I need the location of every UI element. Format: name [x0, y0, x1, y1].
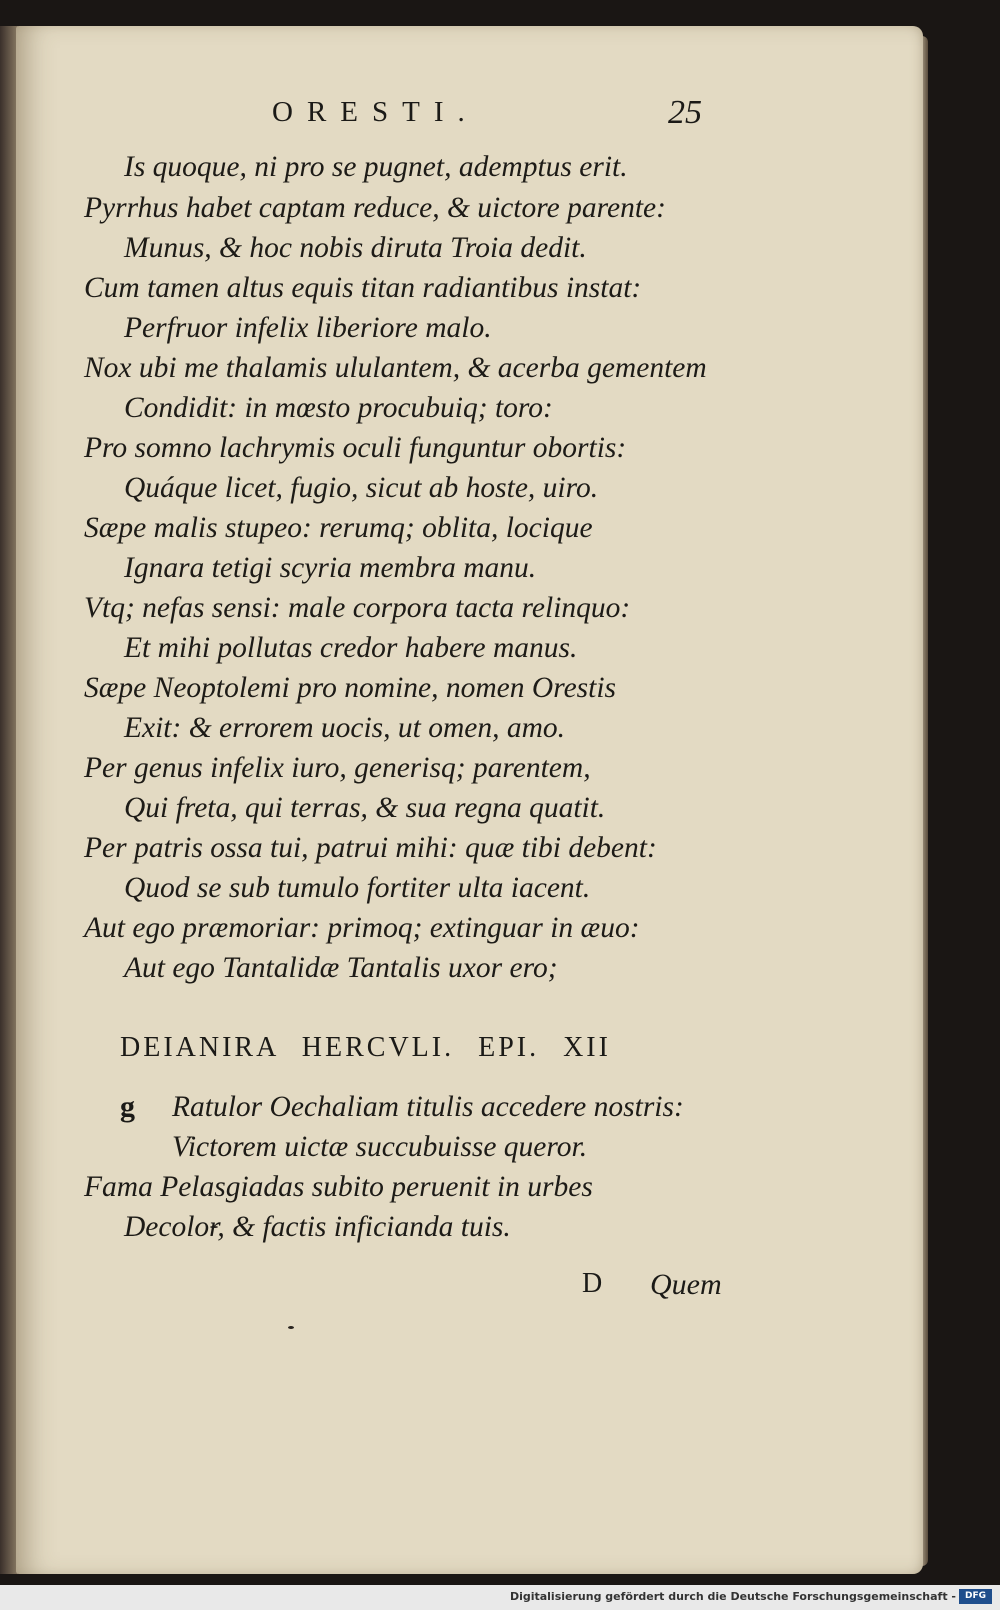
verse-line: Fama Pelasgiadas subito peruenit in urbes — [84, 1171, 593, 1203]
verse-line: Perfruor infelix liberiore malo. — [124, 312, 492, 344]
verse-line: Pyrrhus habet captam reduce, & uictore parente: — [84, 192, 666, 224]
verse-line: Sæpe Neoptolemi pro nomine, nomen Orestis — [84, 672, 617, 704]
page-number: 25 — [668, 94, 702, 131]
verse-line: Munus, & hoc nobis diruta Troia dedit. — [124, 232, 587, 264]
verse-line: Cum tamen altus equis titan radiantibus instat: — [84, 272, 642, 304]
verse-line: Aut ego præmoriar: primoq; extinguar in æuo: — [84, 912, 640, 944]
verse-line: Per patris ossa tui, patrui mihi: quæ tibi debent: — [84, 832, 657, 864]
verse-line: Per genus infelix iuro, generisq; parentem, — [84, 752, 591, 784]
verse-line: Qui freta, qui terras, & sua regna quatit. — [124, 792, 606, 824]
verse-line: Decolor, & factis inficianda tuis. — [124, 1211, 511, 1243]
verse-line: Ignara tetigi scyria membra manu. — [124, 552, 537, 584]
verse-line: Quod se sub tumulo fortiter ulta iacent. — [124, 872, 591, 904]
verse-line: Exit: & errorem uocis, ut omen, amo. — [124, 712, 566, 744]
verse-line: Pro somno lachrymis oculi funguntur obortis: — [84, 432, 627, 464]
initial-letter: g — [120, 1090, 135, 1123]
signature-mark: D — [582, 1268, 603, 1299]
verse-line: Victorem uictæ succubuisse queror. — [172, 1131, 588, 1163]
verse-line: Nox ubi me thalamis ululantem, & acerba gementem — [84, 352, 707, 384]
verse-line: Ratulor Oechaliam titulis accedere nostris: — [172, 1091, 684, 1123]
dfg-logo: DFG — [959, 1589, 992, 1604]
verse-line: Is quoque, ni pro se pugnet, ademptus erit. — [124, 151, 628, 183]
digitization-credit: Digitalisierung gefördert durch die Deutsche Forschungsgemeinschaft - — [509, 1590, 956, 1603]
catchword: Quem — [650, 1268, 722, 1301]
section-heading: DEIANIRA HERCVLI. EPI. XII — [120, 1032, 611, 1063]
verse-line: Quáque licet, fugio, sicut ab hoste, uiro. — [124, 472, 599, 504]
verse-line: Condidit: in mœsto procubuiq; toro: — [124, 392, 553, 424]
verse-line: Et mihi pollutas credor habere manus. — [124, 632, 578, 664]
ink-speck — [288, 1326, 294, 1329]
verse-line: Sæpe malis stupeo: rerumq; oblita, locique — [84, 512, 593, 544]
verse-line: Vtq; nefas sensi: male corpora tacta relinquo: — [84, 592, 631, 624]
verse-line: Aut ego Tantalidæ Tantalis uxor ero; — [124, 952, 558, 984]
running-head: ORESTI. — [272, 96, 479, 128]
